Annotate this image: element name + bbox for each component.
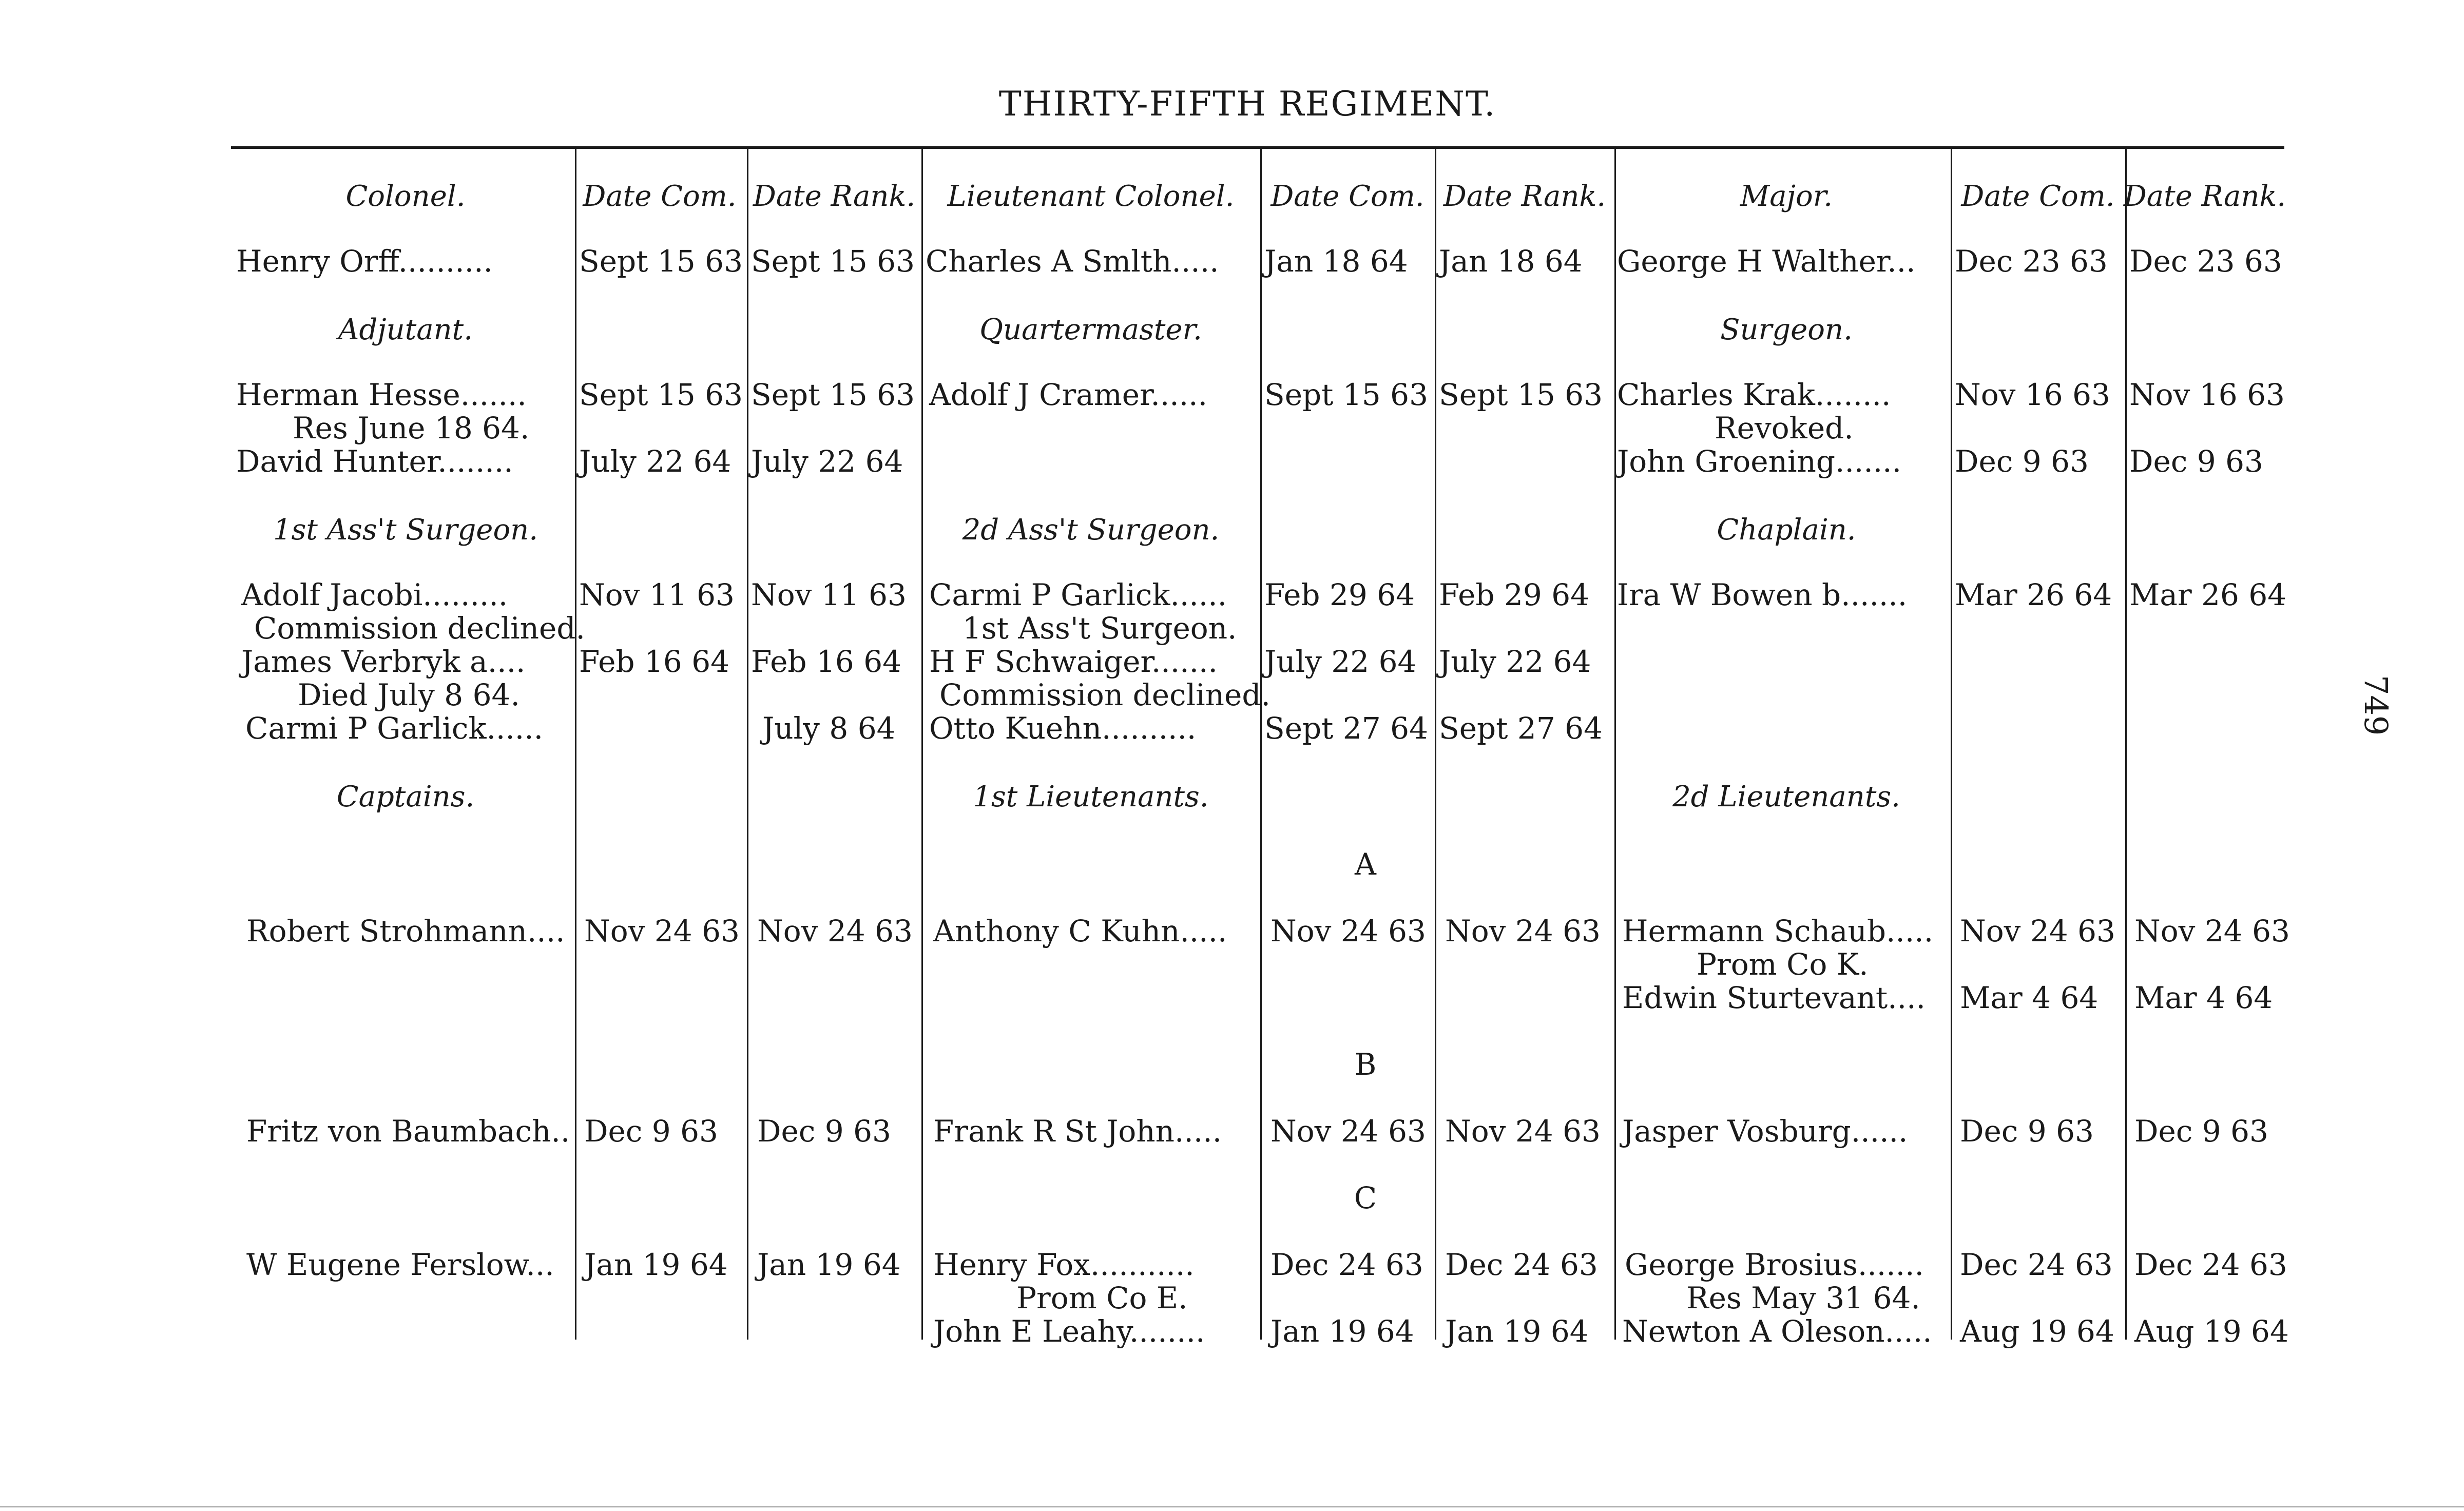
page-number: 749 bbox=[2357, 675, 2395, 736]
table-cell-name: Adolf Jacobi......... bbox=[241, 577, 508, 612]
header-date-rank: Date Rank. bbox=[753, 180, 916, 213]
bottom-rule bbox=[0, 1506, 2464, 1507]
table-cell-date: Sept 27 64 bbox=[1264, 711, 1428, 746]
table-cell-date: Dec 9 63 bbox=[2129, 444, 2263, 479]
table-cell-date: Aug 19 64 bbox=[2134, 1314, 2289, 1349]
header-captains: Captains. bbox=[336, 780, 475, 813]
table-cell-date: Aug 19 64 bbox=[1960, 1314, 2114, 1349]
table-cell-date: Nov 24 63 bbox=[1270, 1114, 1426, 1149]
table-cell-name: W Eugene Ferslow... bbox=[246, 1247, 554, 1282]
table-cell-date: Dec 9 63 bbox=[757, 1114, 891, 1149]
table-cell-date: Mar 4 64 bbox=[1960, 980, 2099, 1015]
col-divider bbox=[1951, 149, 1952, 1340]
table-cell-date: Dec 9 63 bbox=[584, 1114, 718, 1149]
header-colonel: Colonel. bbox=[345, 180, 466, 213]
table-cell-date: Nov 24 63 bbox=[2134, 914, 2290, 948]
table-cell-name: Edwin Sturtevant.... bbox=[1622, 980, 1926, 1015]
header-date-com: Date Com. bbox=[1270, 180, 1424, 213]
table-cell-date: Nov 24 63 bbox=[584, 914, 740, 948]
table-cell-date: Nov 16 63 bbox=[2129, 377, 2285, 412]
table-cell-date: Sept 15 63 bbox=[1439, 377, 1603, 412]
table-cell-date: Nov 24 63 bbox=[757, 914, 913, 948]
table-cell-name: Herman Hesse....... bbox=[236, 377, 527, 412]
table-cell-name: Jasper Vosburg...... bbox=[1622, 1114, 1908, 1149]
table-cell-date: July 22 64 bbox=[579, 444, 732, 479]
table-cell-date: Sept 15 63 bbox=[579, 377, 743, 412]
table-cell-name: Fritz von Baumbach.. bbox=[246, 1114, 570, 1149]
header-date-rank: Date Rank. bbox=[2123, 180, 2286, 213]
table-cell-date: Feb 29 64 bbox=[1439, 577, 1590, 612]
table-cell-date: Sept 15 63 bbox=[751, 377, 915, 412]
table-cell-note: Died July 8 64. bbox=[298, 677, 520, 712]
table-cell-date: Dec 9 63 bbox=[2134, 1114, 2268, 1149]
header-first-asst-surgeon: 1st Ass't Surgeon. bbox=[273, 513, 538, 547]
table-cell-date: Nov 24 63 bbox=[1270, 914, 1426, 948]
table-cell-date: July 22 64 bbox=[751, 444, 903, 479]
company-letter: A bbox=[1355, 847, 1376, 882]
table-cell-date: Jan 19 64 bbox=[1270, 1314, 1414, 1349]
table-cell-name: Adolf J Cramer...... bbox=[929, 377, 1208, 412]
table-cell-name: Frank R St John..... bbox=[933, 1114, 1222, 1149]
table-cell-date: Jan 19 64 bbox=[584, 1247, 728, 1282]
table-cell-name: Henry Fox........... bbox=[933, 1247, 1195, 1282]
col-divider bbox=[1435, 149, 1436, 1340]
table-cell-date: Nov 11 63 bbox=[579, 577, 735, 612]
table-cell-note: Prom Co E. bbox=[1016, 1281, 1188, 1315]
top-rule bbox=[231, 146, 2284, 149]
header-date-com: Date Com. bbox=[583, 180, 737, 213]
table-cell-note: Res May 31 64. bbox=[1686, 1281, 1920, 1315]
table-cell-note: Commission declined. bbox=[939, 677, 1270, 712]
table-cell-name: John Groening....... bbox=[1617, 444, 1902, 479]
col-divider bbox=[1614, 149, 1616, 1340]
table-cell-date: July 22 64 bbox=[1439, 644, 1591, 679]
header-major: Major. bbox=[1740, 180, 1833, 213]
table-cell-date: Nov 11 63 bbox=[751, 577, 907, 612]
table-cell-date: Sept 15 63 bbox=[1264, 377, 1428, 412]
table-cell-name: Charles Krak........ bbox=[1617, 377, 1891, 412]
table-cell-note: Revoked. bbox=[1715, 411, 1854, 445]
header-chaplain: Chaplain. bbox=[1717, 513, 1856, 547]
table-cell-name: John E Leahy........ bbox=[933, 1314, 1205, 1349]
col-divider bbox=[921, 149, 923, 1340]
table-cell-date: Dec 9 63 bbox=[1955, 444, 2089, 479]
table-cell-date: Mar 4 64 bbox=[2134, 980, 2273, 1015]
header-lt-colonel: Lieutenant Colonel. bbox=[947, 180, 1235, 213]
table-cell-name: Carmi P Garlick...... bbox=[245, 711, 544, 746]
table-cell-name: Anthony C Kuhn..... bbox=[933, 914, 1227, 948]
table-cell-date: Dec 24 63 bbox=[1445, 1247, 1598, 1282]
table-cell-date: Nov 24 63 bbox=[1445, 1114, 1601, 1149]
table-cell-date: Sept 27 64 bbox=[1439, 711, 1603, 746]
table-cell-note: Res June 18 64. bbox=[293, 411, 530, 445]
table-cell-date: Mar 26 64 bbox=[1955, 577, 2112, 612]
header-surgeon: Surgeon. bbox=[1720, 313, 1853, 346]
table-cell-date: Dec 24 63 bbox=[1960, 1247, 2113, 1282]
table-cell-name: Ira W Bowen b....... bbox=[1617, 577, 1908, 612]
table-cell-name: Robert Strohmann.... bbox=[246, 914, 565, 948]
table-cell-date: Dec 24 63 bbox=[2134, 1247, 2287, 1282]
table-cell-name: Carmi P Garlick...... bbox=[929, 577, 1227, 612]
table-cell-name: Charles A Smlth..... bbox=[926, 244, 1219, 279]
table-cell-date: July 22 64 bbox=[1264, 644, 1417, 679]
col-divider bbox=[2125, 149, 2127, 1340]
company-letter: C bbox=[1354, 1180, 1377, 1215]
table-cell-date: Feb 16 64 bbox=[751, 644, 902, 679]
table-cell-date: Jan 19 64 bbox=[1445, 1314, 1589, 1349]
table-cell-date: Dec 24 63 bbox=[1270, 1247, 1423, 1282]
table-cell-date: Jan 18 64 bbox=[1439, 244, 1583, 279]
table-cell-date: Dec 23 63 bbox=[2129, 244, 2282, 279]
header-quartermaster: Quartermaster. bbox=[979, 313, 1202, 346]
table-cell-date: Dec 9 63 bbox=[1960, 1114, 2094, 1149]
table-cell-note: 1st Ass't Surgeon. bbox=[962, 611, 1237, 646]
table-cell-date: Sept 15 63 bbox=[579, 244, 743, 279]
table-cell-date: Feb 16 64 bbox=[579, 644, 730, 679]
company-letter: B bbox=[1354, 1047, 1377, 1082]
col-divider bbox=[747, 149, 748, 1340]
table-cell-name: Otto Kuehn.......... bbox=[929, 711, 1197, 746]
table-cell-name: H F Schwaiger....... bbox=[929, 644, 1218, 679]
table-cell-name: David Hunter........ bbox=[236, 444, 513, 479]
table-cell-name: George Brosius....... bbox=[1625, 1247, 1924, 1282]
page-title: THIRTY-FIFTH REGIMENT. bbox=[998, 84, 1496, 124]
header-date-com: Date Com. bbox=[1961, 180, 2115, 213]
table-cell-date: Nov 16 63 bbox=[1955, 377, 2110, 412]
col-divider bbox=[1260, 149, 1262, 1340]
header-second-asst-surgeon: 2d Ass't Surgeon. bbox=[962, 513, 1220, 547]
table-cell-note: Commission declined. bbox=[254, 611, 585, 646]
table-cell-name: Hermann Schaub..... bbox=[1622, 914, 1934, 948]
table-cell-date: Mar 26 64 bbox=[2129, 577, 2287, 612]
table-cell-date: Nov 24 63 bbox=[1960, 914, 2115, 948]
header-adjutant: Adjutant. bbox=[338, 313, 473, 346]
header-second-lieutenants: 2d Lieutenants. bbox=[1672, 780, 1900, 813]
table-cell-date: Feb 29 64 bbox=[1264, 577, 1415, 612]
table-cell-date: Jan 19 64 bbox=[757, 1247, 901, 1282]
col-divider bbox=[575, 149, 576, 1340]
table-cell-date: Sept 15 63 bbox=[751, 244, 915, 279]
table-cell-date: Dec 23 63 bbox=[1955, 244, 2108, 279]
table-cell-name: Newton A Oleson..... bbox=[1622, 1314, 1932, 1349]
table-cell-date: Nov 24 63 bbox=[1445, 914, 1601, 948]
header-date-rank: Date Rank. bbox=[1443, 180, 1606, 213]
table-cell-name: George H Walther... bbox=[1617, 244, 1916, 279]
table-cell-date: July 8 64 bbox=[762, 711, 896, 746]
table-cell-name: James Verbryk a.... bbox=[241, 644, 526, 679]
table-cell-date: Jan 18 64 bbox=[1264, 244, 1408, 279]
table-cell-note: Prom Co K. bbox=[1697, 947, 1869, 982]
header-first-lieutenants: 1st Lieutenants. bbox=[973, 780, 1209, 813]
table-cell-name: Henry Orff.......... bbox=[236, 244, 493, 279]
